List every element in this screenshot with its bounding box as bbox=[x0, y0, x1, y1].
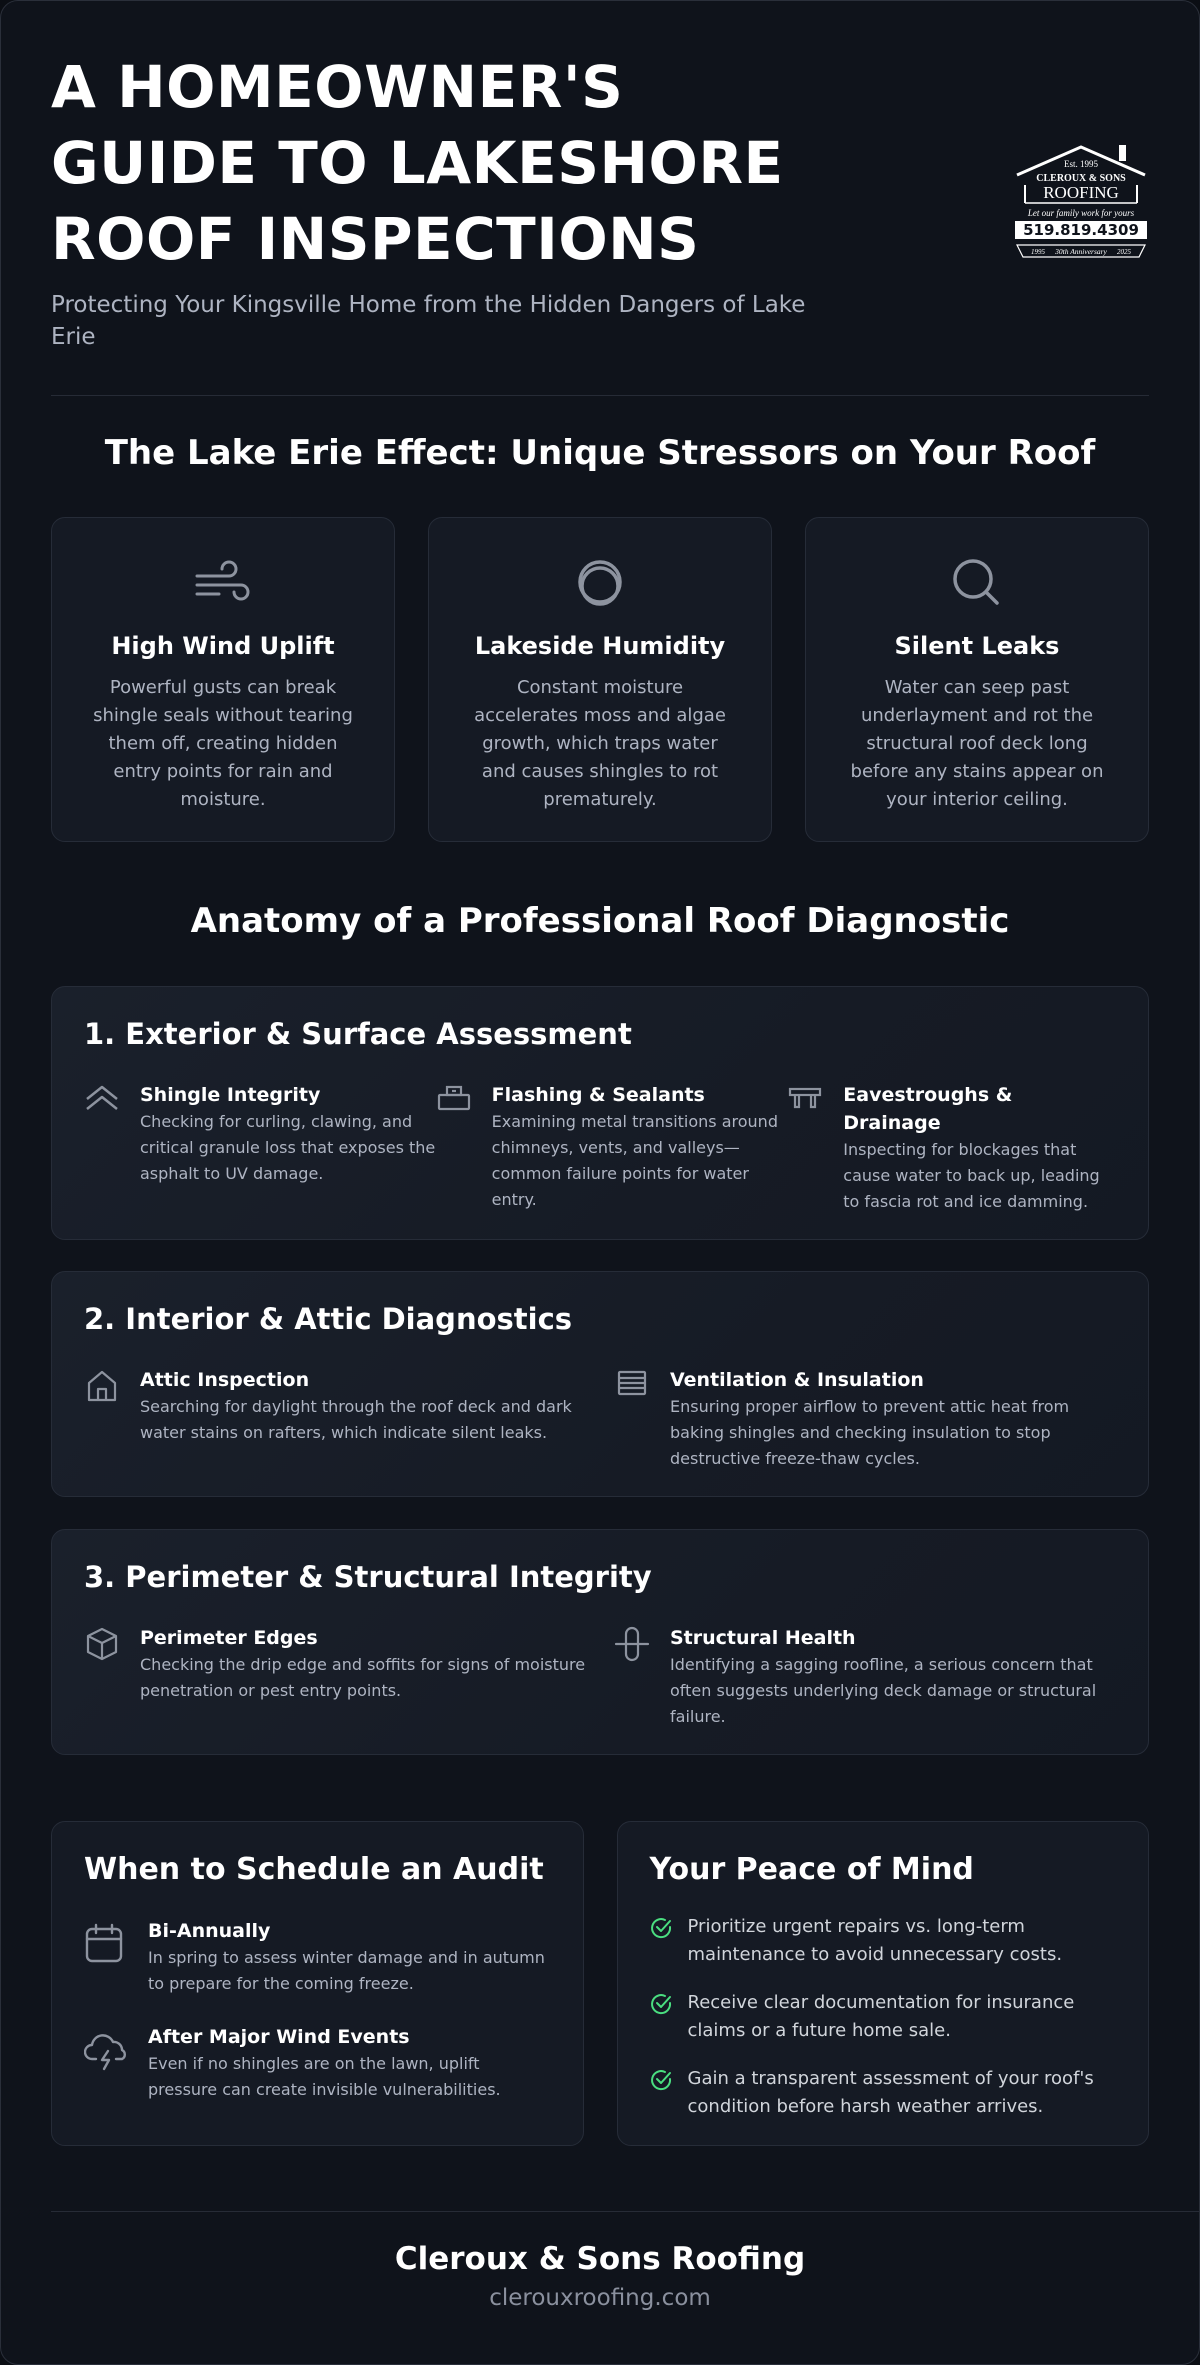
item-text: Searching for daylight through the roof deck and dark water stains on rafters, which indicate silent leaks. bbox=[140, 1397, 572, 1442]
check-circle-icon bbox=[650, 1913, 674, 1969]
logo-phone: 519.819.4309 bbox=[1023, 221, 1139, 239]
logo-tagline: Let our family work for yours bbox=[1027, 208, 1135, 218]
schedule-box bbox=[51, 1821, 584, 2146]
peace-of-mind-box bbox=[617, 1821, 1150, 2146]
chimney-icon bbox=[436, 1081, 474, 1215]
gutter-icon bbox=[787, 1081, 825, 1215]
peace-title: Your Peace of Mind bbox=[649, 1852, 974, 1887]
check-circle-icon bbox=[650, 1989, 674, 2045]
stressor-card-wind bbox=[51, 517, 395, 842]
panel-item-perimeter bbox=[84, 1624, 614, 1730]
item-title: Perimeter Edges bbox=[140, 1627, 318, 1649]
stressor-title: High Wind Uplift bbox=[111, 632, 335, 660]
panel-items bbox=[84, 1366, 1116, 1472]
schedule-title: When to Schedule an Audit bbox=[84, 1852, 544, 1887]
panel-item-eavestroughs bbox=[787, 1081, 1116, 1215]
panel-items bbox=[84, 1624, 1116, 1730]
beam-icon bbox=[614, 1624, 652, 1730]
item-title: Structural Health bbox=[670, 1627, 856, 1649]
exterior-assessment-panel bbox=[51, 986, 1149, 1240]
benefit-text: Gain a transparent assessment of your roof's condition before harsh weather arrives. bbox=[687, 2068, 1094, 2117]
calendar-icon bbox=[84, 1917, 128, 1997]
item-title: Flashing & Sealants bbox=[491, 1084, 705, 1106]
logo-anniversary: 30th Anniversary bbox=[1055, 247, 1107, 256]
logo-established: Est. 1995 bbox=[1063, 159, 1099, 169]
logo-roofing: ROOFING bbox=[1043, 183, 1119, 202]
panel-item-shingle bbox=[84, 1081, 436, 1215]
schedule-item-title: After Major Wind Events bbox=[148, 2026, 410, 2048]
stressor-text: Powerful gusts can break shingle seals without tearing them off, creating hidden entry points for rain and moisture. bbox=[93, 677, 353, 810]
schedule-item-text: In spring to assess winter damage and in autumn to prepare for the coming freeze. bbox=[148, 1948, 545, 1993]
logo-year-start: 1995 bbox=[1031, 248, 1045, 256]
panel-title: 3. Perimeter & Structural Integrity bbox=[84, 1560, 652, 1594]
perimeter-structural-panel bbox=[51, 1529, 1149, 1755]
chevrons-up-icon bbox=[84, 1081, 122, 1215]
box-icon bbox=[84, 1624, 122, 1730]
wind-icon bbox=[88, 554, 358, 612]
panel-item-flashing bbox=[436, 1081, 788, 1215]
house-icon bbox=[84, 1366, 122, 1472]
schedule-item-text: Even if no shingles are on the lawn, uplift pressure can create invisible vulnerabilities. bbox=[148, 2054, 501, 2099]
panel-title: 1. Exterior & Surface Assessment bbox=[84, 1017, 632, 1051]
panel-item-structural bbox=[614, 1624, 1114, 1730]
logo-company: CLEROUX & SONS bbox=[1036, 173, 1126, 184]
footer-website[interactable]: clerouxroofing.com bbox=[489, 2285, 711, 2311]
magnifier-icon bbox=[842, 554, 1112, 612]
footer-divider bbox=[51, 2211, 1200, 2212]
item-text: Checking for curling, clawing, and critical granule loss that exposes the asphalt to UV damage. bbox=[140, 1112, 436, 1183]
item-text: Examining metal transitions around chimneys, vents, and valleys—common failure points for water entry. bbox=[491, 1112, 778, 1209]
schedule-item-title: Bi-Annually bbox=[148, 1920, 271, 1942]
humidity-icon bbox=[465, 554, 735, 612]
stressor-text: Water can seep past underlayment and rot the structural roof deck long before any stains appear on your interior ceiling. bbox=[850, 677, 1104, 810]
bottom-boxes bbox=[51, 1821, 1149, 2146]
panel-items bbox=[84, 1081, 1116, 1215]
benefit-text: Prioritize urgent repairs vs. long-term maintenance to avoid unnecessary costs. bbox=[687, 1916, 1063, 1965]
panel-title: 2. Interior & Attic Diagnostics bbox=[84, 1302, 573, 1336]
item-text: Ensuring proper airflow to prevent attic heat from baking shingles and checking insulation to stop destructive freeze-thaw cycles. bbox=[670, 1397, 1070, 1468]
item-title: Ventilation & Insulation bbox=[670, 1369, 924, 1391]
item-text: Identifying a sagging roofline, a serious concern that often suggests underlying deck damage or structural failure. bbox=[670, 1655, 1097, 1726]
stressor-text: Constant moisture accelerates moss and algae growth, which traps water and causes shingles to rot prematurely. bbox=[474, 677, 726, 810]
item-title: Shingle Integrity bbox=[140, 1084, 321, 1106]
vent-icon bbox=[614, 1366, 652, 1472]
footer-company-name: Cleroux & Sons Roofing bbox=[394, 2241, 806, 2277]
benefit-item bbox=[650, 1913, 1117, 1969]
page-subtitle: Protecting Your Kingsville Home from the Hidden Dangers of Lake Erie bbox=[51, 292, 806, 350]
item-text: Checking the drip edge and soffits for signs of moisture penetration or pest entry points. bbox=[140, 1655, 586, 1700]
stressor-card-humidity bbox=[428, 517, 772, 842]
panel-item-ventilation bbox=[614, 1366, 1114, 1472]
item-title: Attic Inspection bbox=[140, 1369, 310, 1391]
anatomy-section-title: Anatomy of a Professional Roof Diagnostic bbox=[190, 901, 1010, 941]
stressor-title: Lakeside Humidity bbox=[474, 632, 726, 660]
stressor-card-leaks bbox=[805, 517, 1149, 842]
item-text: Inspecting for blockages that cause water to back up, leading to fascia rot and ice damming. bbox=[843, 1140, 1100, 1211]
panel-item-attic bbox=[84, 1366, 614, 1472]
company-logo bbox=[1013, 141, 1149, 263]
item-title: Eavestroughs & Drainage bbox=[843, 1084, 1013, 1134]
logo-year-end: 2025 bbox=[1117, 248, 1131, 256]
effect-section-title: The Lake Erie Effect: Unique Stressors on Your Roof bbox=[104, 433, 1096, 473]
header bbox=[51, 1, 1149, 396]
page-title: A HOMEOWNER'S GUIDE TO LAKESHORE ROOF INSPECTIONS bbox=[51, 53, 784, 273]
stressor-cards bbox=[51, 517, 1149, 842]
interior-diagnostics-panel bbox=[51, 1271, 1149, 1497]
schedule-item bbox=[84, 2023, 551, 2103]
storm-cloud-icon bbox=[84, 2023, 128, 2103]
benefit-text: Receive clear documentation for insurance claims or a future home sale. bbox=[687, 1992, 1075, 2041]
benefit-item bbox=[650, 1989, 1117, 2045]
header-divider bbox=[51, 395, 1149, 396]
benefit-item bbox=[650, 2065, 1117, 2121]
schedule-item bbox=[84, 1917, 551, 1997]
stressor-title: Silent Leaks bbox=[894, 632, 1060, 660]
check-circle-icon bbox=[650, 2065, 674, 2121]
